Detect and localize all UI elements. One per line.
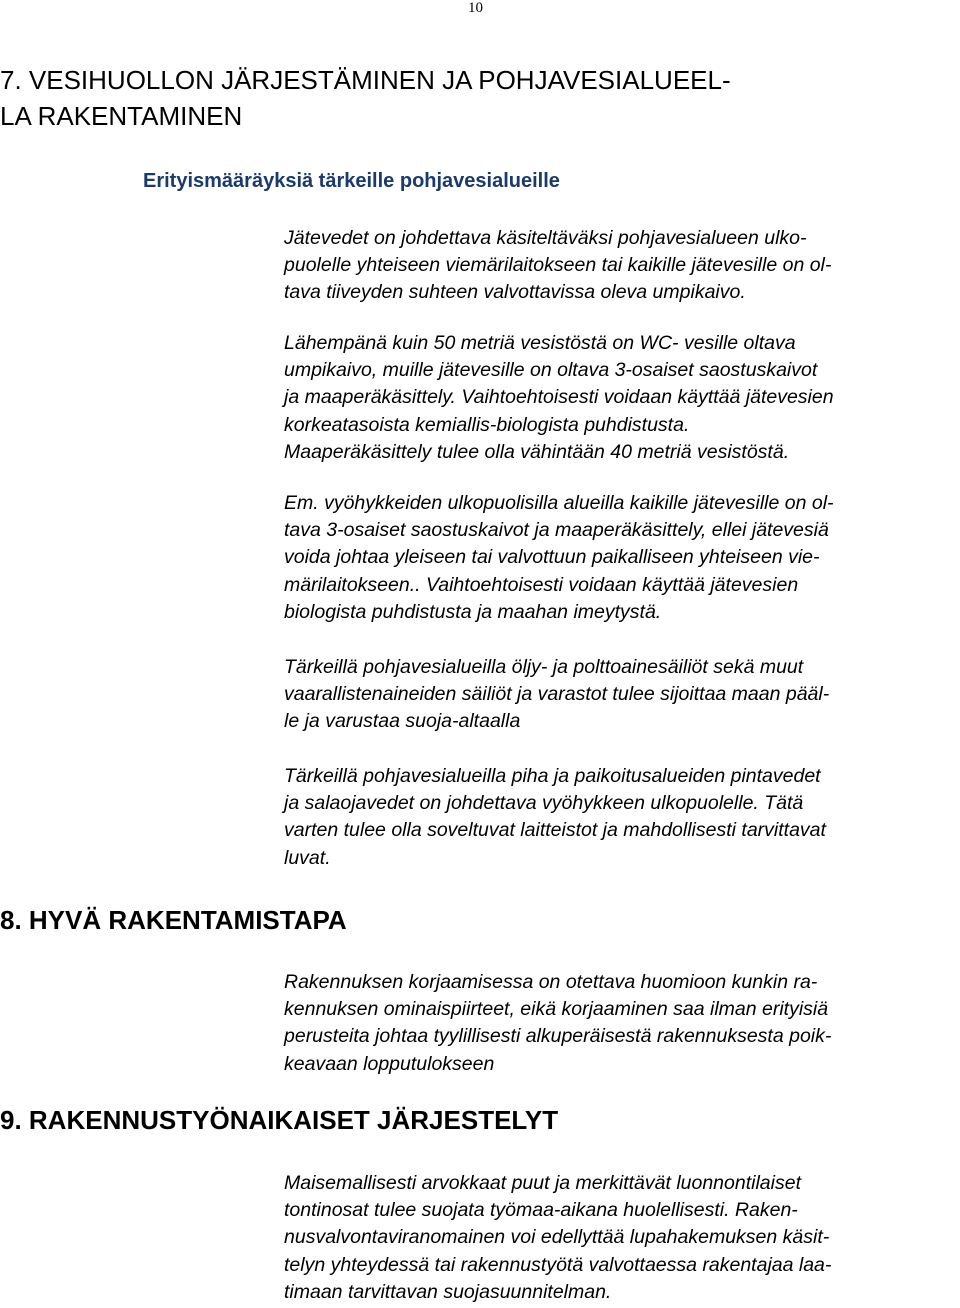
paragraph-good-building-practice: Rakennuksen korjaamisessa on otettava huomioon kunkin ra- kennuksen ominaispiirteet, eikä korjaaminen saa ilman erityisiä perusteita johtaa tyylillisesti alkuperäisestä rakennuksesta poik- keavaan lopputulokseen bbox=[284, 971, 832, 1075]
section-7-heading: 7. VESIHUOLLON JÄRJESTÄMINEN JA POHJAVESIALUEEL- LA RAKENTAMINEN bbox=[0, 65, 731, 131]
paragraph-wastewater-drainage: Jätevedet on johdettava käsiteltäväksi pohjavesialueen ulko- puolelle yhteiseen viemärilaitokseen tai kaikille jätevesille on ol- tava tiiveyden suhteen valvottavissa oleva umpikaivo. bbox=[284, 227, 832, 304]
paragraph-fuel-tanks: Tärkeillä pohjavesialueilla öljy- ja polttoainesäiliöt sekä muut vaarallistenaineiden säiliöt ja varastot tulee sijoittaa maan pääl- le ja varustaa suoja-altaalla bbox=[284, 656, 830, 733]
paragraph-near-waterbody: Lähempänä kuin 50 metriä vesistöstä on WC- vesille oltava umpikaivo, muille jätevesille on oltava 3-osaiset saostuskaivot ja maaperäkäsittely. Vaihtoehtoisesti voidaan käyttää jätevesien korkeatasoista kemiallis-biologista puhdistusta. Maaperäkäsittely tulee olla vähintään 40 metriä vesistöstä. bbox=[284, 332, 834, 463]
section-7-subheading: Erityismääräyksiä tärkeille pohjavesialueille bbox=[143, 170, 560, 192]
section-9-heading: 9. RAKENNUSTYÖNAIKAISET JÄRJESTELYT bbox=[0, 1105, 559, 1135]
page-number: 10 bbox=[468, 0, 483, 16]
paragraph-outside-zones: Em. vyöhykkeiden ulkopuolisilla alueilla kaikille jätevesille on ol- tava 3-osaiset saostuskaivot ja maaperäkäsittely, ellei jätevesiä voida johtaa yleiseen tai valvottuun paikalliseen yhteiseen vie- märilaitokseen.. Vaihtoehtoisesti voidaan käyttää jätevesien biologista puhdistusta ja maahan imeytystä. bbox=[284, 492, 834, 623]
section-8-heading: 8. HYVÄ RAKENTAMISTAPA bbox=[0, 905, 347, 935]
paragraph-construction-arrangements: Maisemallisesti arvokkaat puut ja merkittävät luonnontilaiset tontinosat tulee suojata työmaa-aikana huolellisesti. Raken- nusvalvontaviranomainen voi edellyttää lupahakemuksen käsit- telyn yhteydessä tai rakennustyötä valvottaessa rakentajaa laa- timaan tarvittavan suojasuunnitelman. bbox=[284, 1172, 832, 1303]
paragraph-surface-water: Tärkeillä pohjavesialueilla piha ja paikoitusalueiden pintavedet ja salaojavedet on johdettava vyöhykkeen ulkopuolelle. Tätä varten tulee olla soveltuvat laitteistot ja mahdollisesti tarvittavat luvat. bbox=[284, 765, 826, 869]
